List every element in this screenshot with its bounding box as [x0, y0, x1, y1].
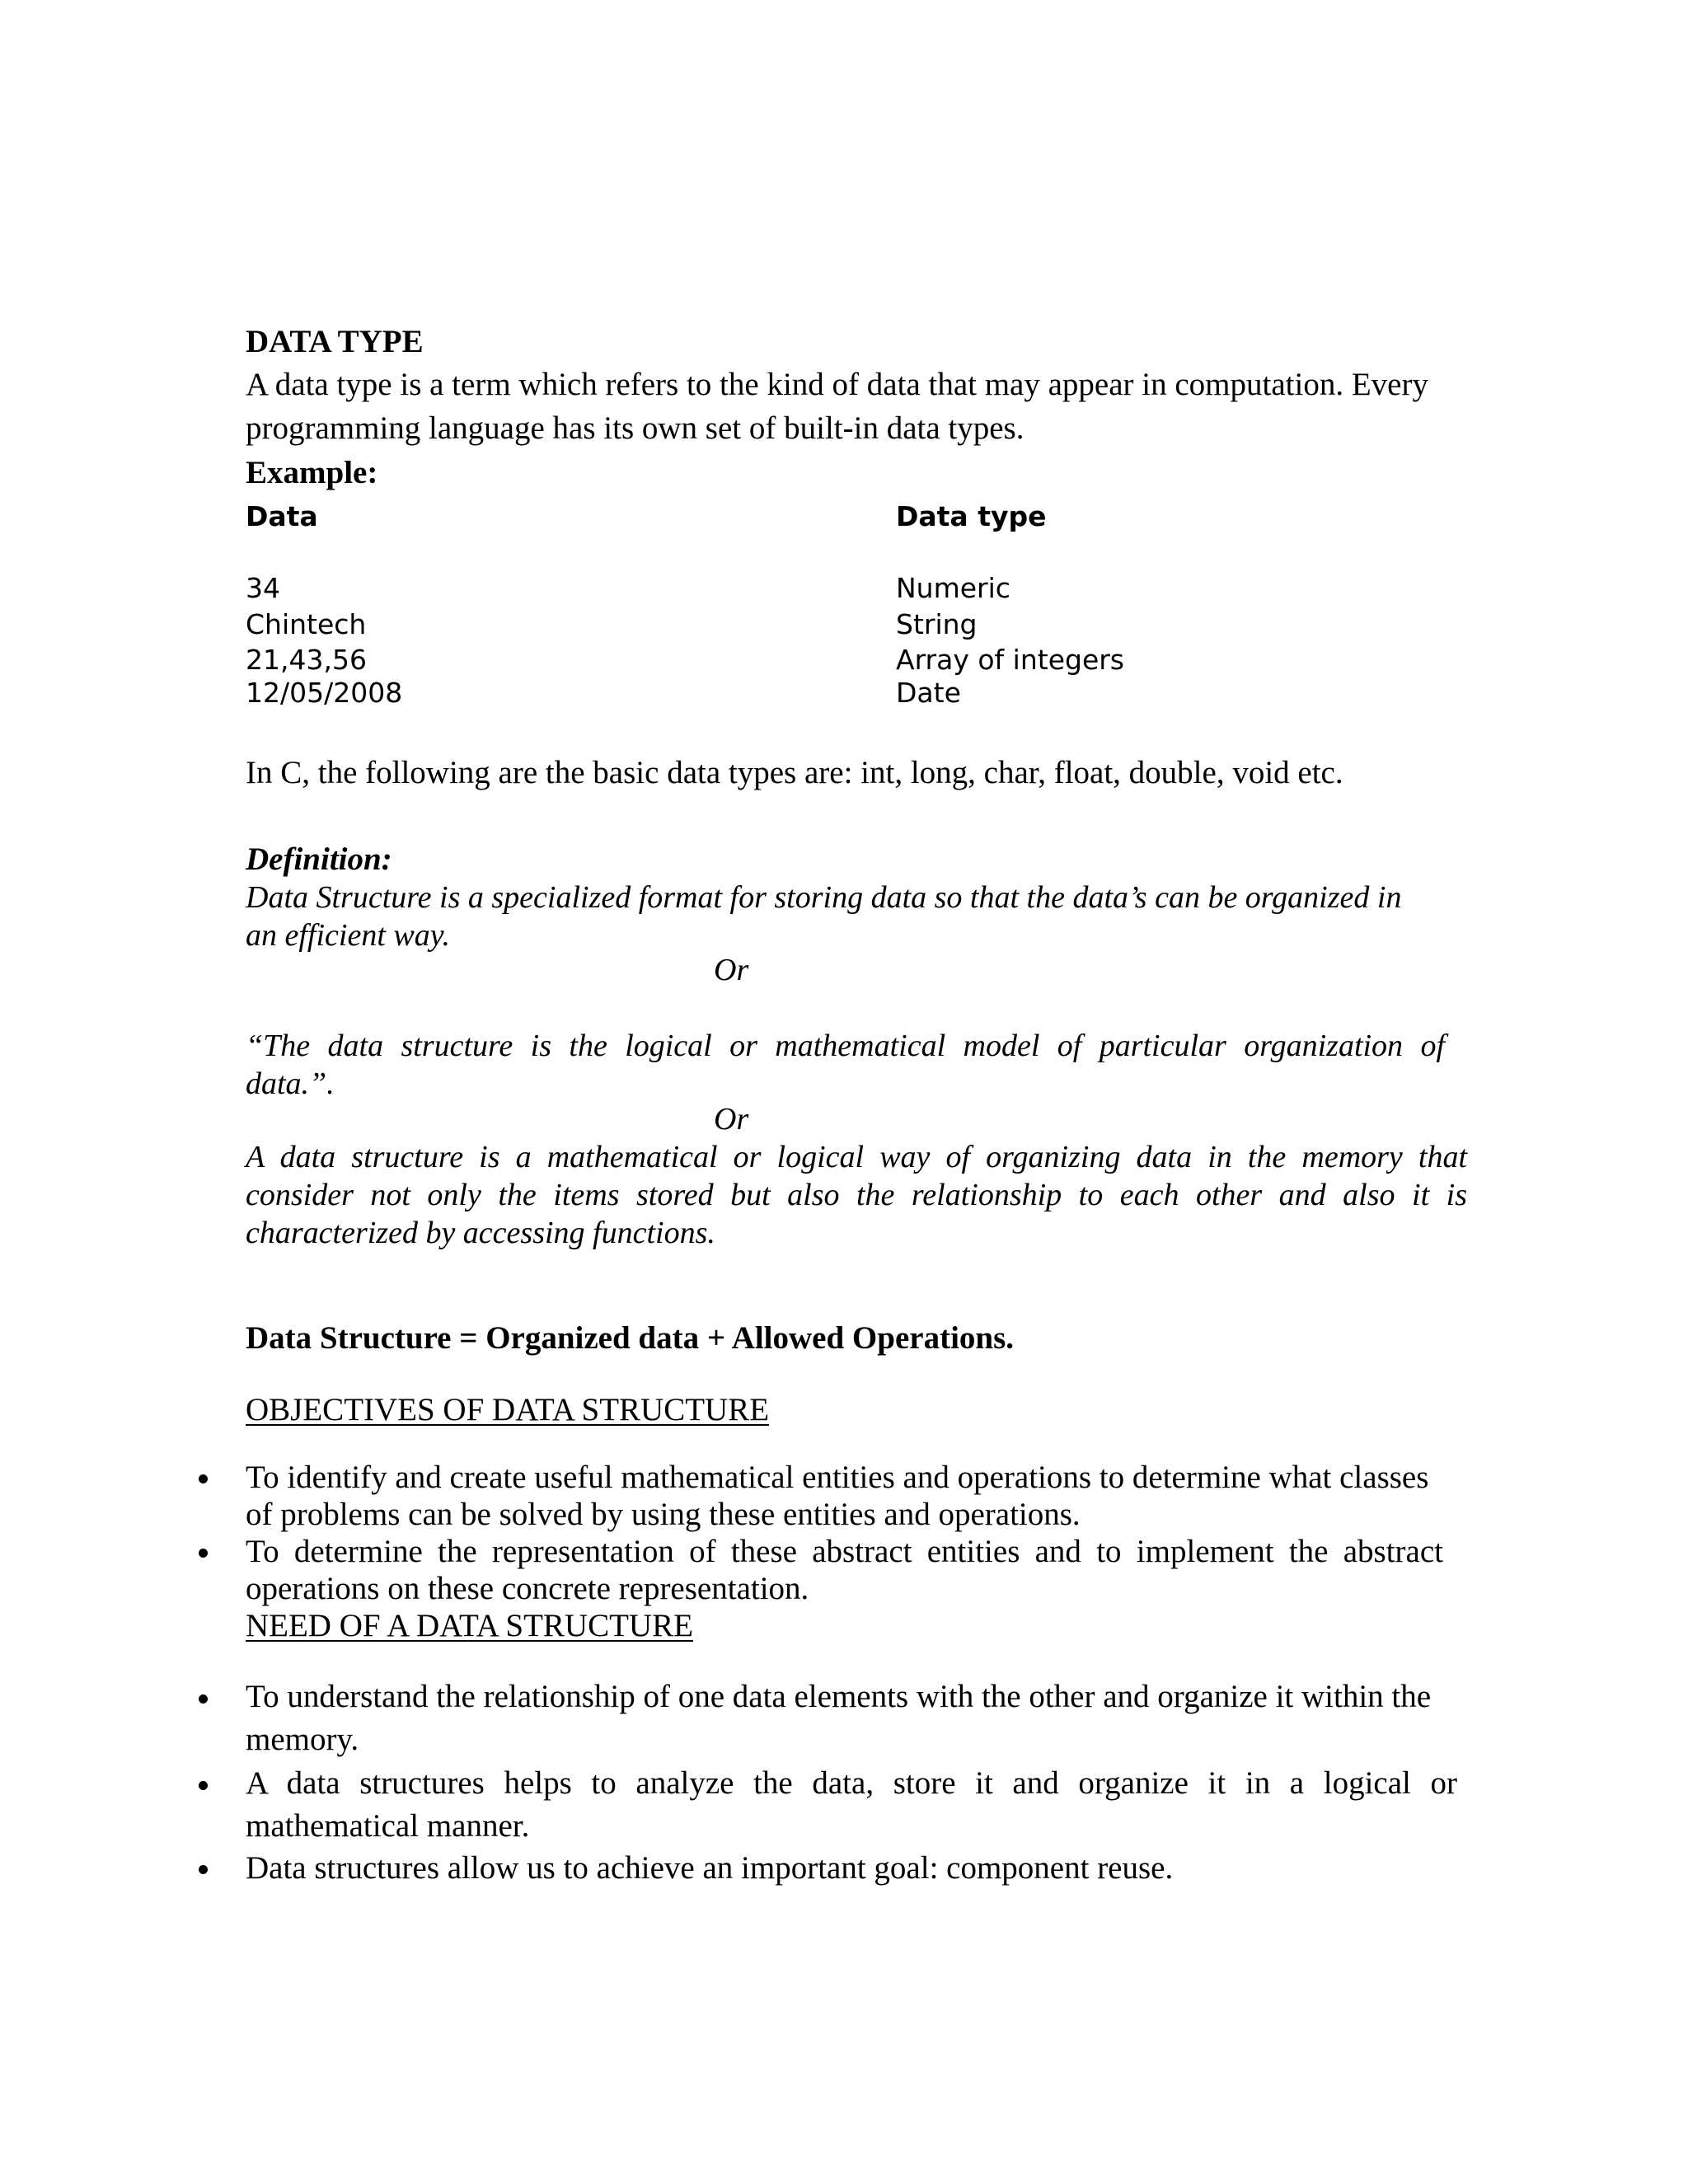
or-separator: Or [714, 953, 749, 987]
bullet-icon [199, 1474, 208, 1483]
table-cell: Date [896, 677, 961, 709]
bullet-icon [199, 1549, 208, 1558]
bullet-icon [199, 1865, 208, 1874]
definition-3-line-3: characterized by accessing functions. [246, 1216, 715, 1250]
c-types-line: In C, the following are the basic data types are: int, long, char, float, double, void etc. [246, 755, 1343, 790]
definition-1-line-1: Data Structure is a specialized format for storing data so that the data’s can be organized in [246, 880, 1402, 915]
or-separator: Or [714, 1102, 749, 1137]
table-cell: Array of integers [896, 644, 1125, 676]
objective-2-line-1: To determine the representation of these abstract entities and to implement the abstract [246, 1534, 1443, 1569]
objective-1-line-2: of problems can be solved by using these entities and operations. [246, 1497, 1081, 1532]
need-heading: NEED OF A DATA STRUCTURE [246, 1608, 693, 1643]
need-2-line-2: mathematical manner. [246, 1808, 530, 1844]
table-cell: 34 [246, 572, 280, 604]
page-title: DATA TYPE [246, 324, 424, 359]
definition-3-line-1: A data structure is a mathematical or logical way of organizing data in the memory that [246, 1140, 1467, 1174]
table-cell: 21,43,56 [246, 644, 367, 676]
definition-1-line-2: an efficient way. [246, 918, 451, 953]
intro-line-1: A data type is a term which refers to the kind of data that may appear in computation. Every [246, 367, 1428, 402]
example-label: Example: [246, 455, 378, 490]
definition-label: Definition: [246, 841, 392, 877]
table-cell: String [896, 608, 978, 640]
need-3-line-1: Data structures allow us to achieve an important goal: component reuse. [246, 1850, 1174, 1886]
need-1-line-1: To understand the relationship of one data elements with the other and organize it within the [246, 1679, 1432, 1714]
table-header-data-type: Data type [896, 500, 1047, 532]
table-cell: 12/05/2008 [246, 677, 403, 709]
definition-2-line-2: data.”. [246, 1066, 335, 1101]
need-1-line-2: memory. [246, 1722, 359, 1757]
objectives-heading: OBJECTIVES OF DATA STRUCTURE [246, 1392, 770, 1427]
definition-2-line-1: “The data structure is the logical or mathematical model of particular organization of [246, 1029, 1445, 1063]
bullet-icon [199, 1781, 208, 1790]
objective-2-line-2: operations on these concrete representation. [246, 1571, 809, 1606]
table-cell: Chintech [246, 608, 367, 640]
data-structure-equation: Data Structure = Organized data + Allowed Operations. [246, 1320, 1015, 1356]
intro-line-2: programming language has its own set of built-in data types. [246, 410, 1025, 446]
table-header-data: Data [246, 500, 318, 532]
need-2-line-1: A data structures helps to analyze the data, store it and organize it in a logical or [246, 1765, 1457, 1801]
definition-3-line-2: consider not only the items stored but also the relationship to each other and also it is [246, 1178, 1467, 1212]
objective-1-line-1: To identify and create useful mathematical entities and operations to determine what classes [246, 1460, 1429, 1495]
table-cell: Numeric [896, 572, 1010, 604]
bullet-icon [199, 1694, 208, 1704]
